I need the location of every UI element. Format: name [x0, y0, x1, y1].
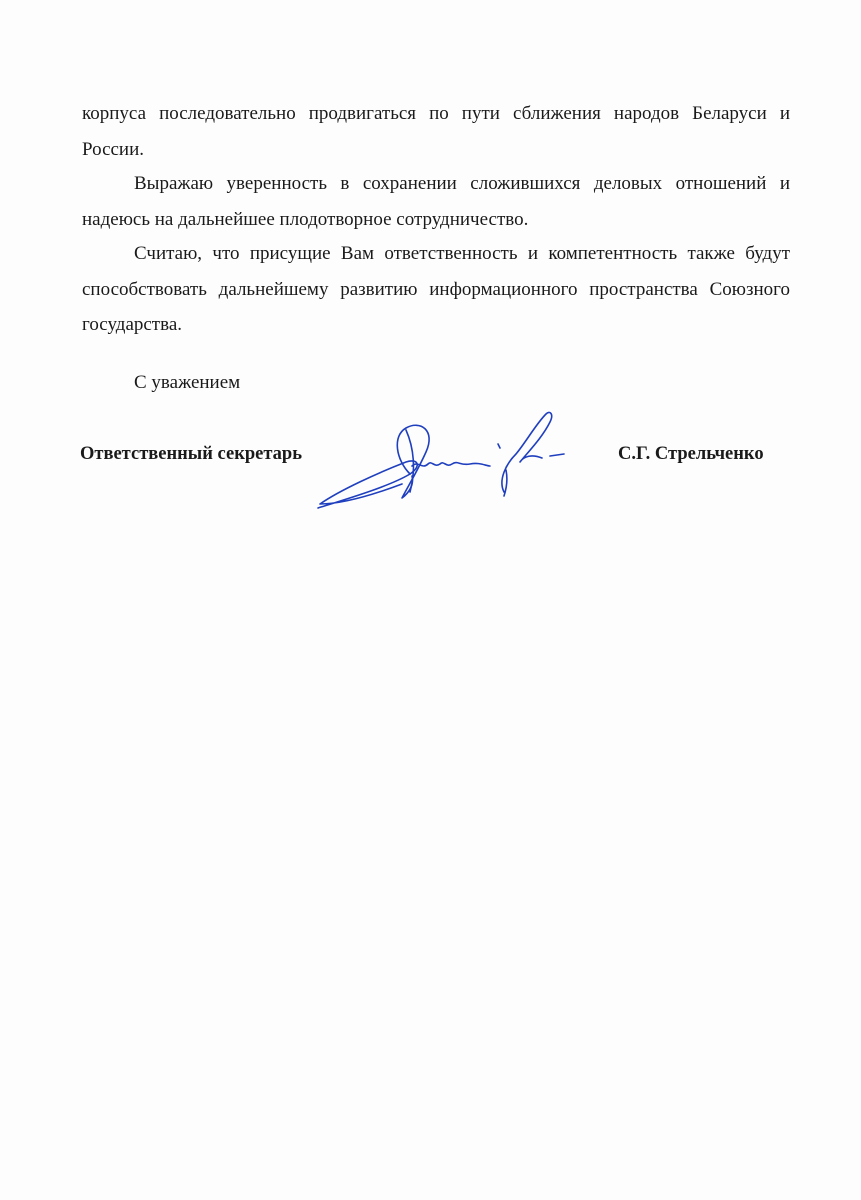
closing-phrase: С уважением [134, 372, 241, 393]
signatory-title: Ответственный секретарь [80, 444, 302, 464]
signatory-name: С.Г. Стрельченко [618, 444, 764, 464]
letter-paragraph-2: Выражаю уверенность в сохранении сложившихся деловых отношений и надеюсь на дальнейшее плодотворное сотрудничество. [82, 173, 790, 230]
letter-paragraph-3: Считаю, что присущие Вам ответственность и компетентность также будут способствовать дальнейшему развитию информационного пространства Союзного государства. [82, 243, 790, 335]
handwritten-signature [310, 400, 580, 520]
letter-paragraph-1: корпуса последовательно продвигаться по пути сближения народов Беларуси и России. [82, 103, 790, 160]
